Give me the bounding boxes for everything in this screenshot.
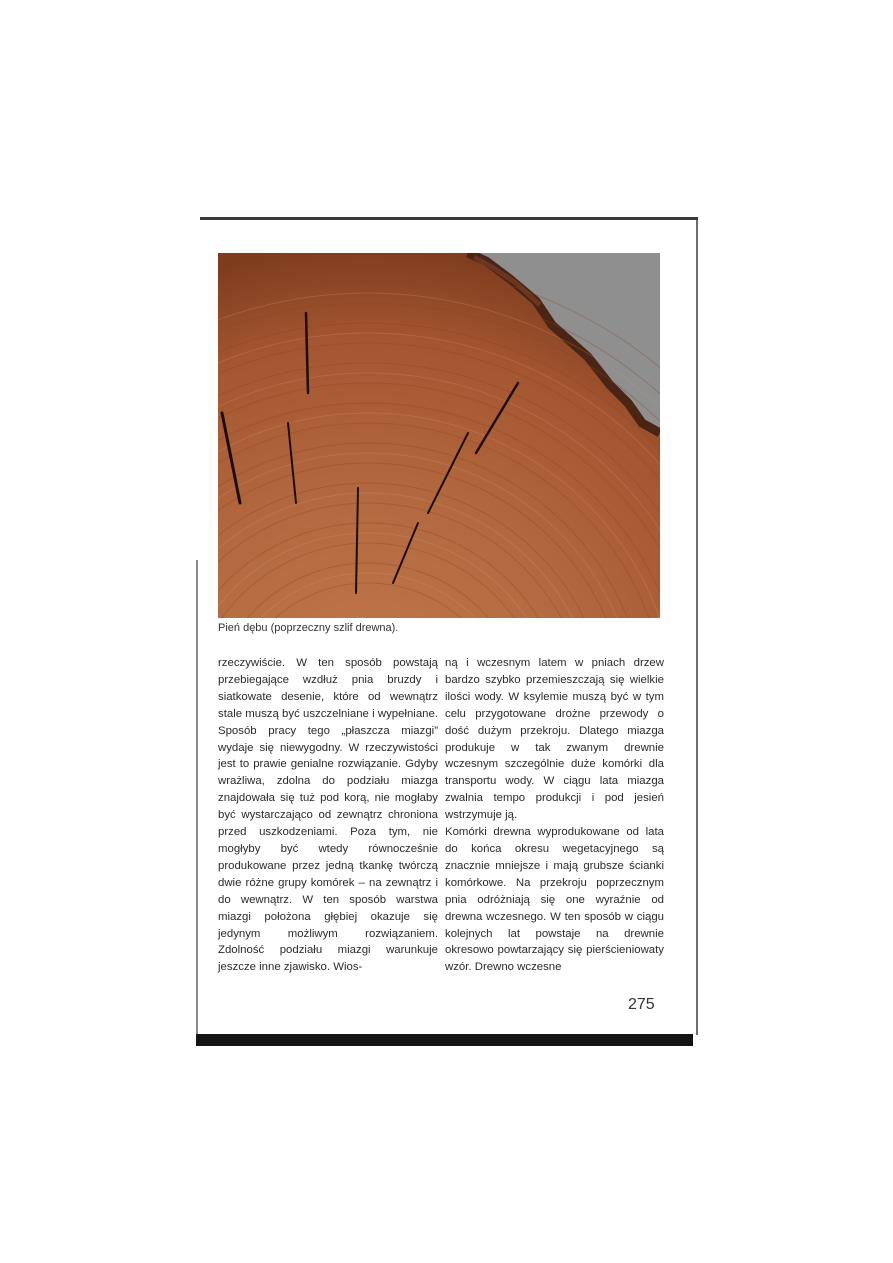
body-left-column — [218, 655, 438, 976]
body-right-column — [445, 655, 664, 976]
figure-caption: Pień dębu (poprzeczny szlif drewna). — [218, 622, 399, 634]
page-top-rule — [200, 217, 698, 220]
oak-trunk-cross-section-image — [218, 253, 660, 618]
page-left-rule — [196, 560, 198, 1035]
oak-trunk-photo — [218, 253, 660, 618]
left-column-text: rzeczywiście. W ten sposób powstają przebiegające wzdłuż pnia bruzdy i siatkowate desenie, które od wewnątrz stale muszą być uszczelniane i wypełniane. Sposób pracy tego „płaszcza miazgi” wydaje się niewygodny. W rzeczywistości jest to prawie genialne rozwiązanie. Gdyby wrażliwa, zdolna do podziału miazga znajdowała się tuż pod korą, nie mogłaby być wystarczająco od zewnątrz chroniona przed uszkodzeniami. Poza tym, nie mogłyby być wtedy równocześnie produkowane przez jedną tkankę twórczą dwie różne grupy komórek – na zewnątrz i do wewnątrz. W ten sposób warstwa miazgi położona głębiej okazuje się jedynym możliwym rozwiązaniem. Zdolność podziału miazgi warunkuje jeszcze inne zjawisko. Wios- — [218, 657, 438, 974]
right-column-paragraph-1: ną i wczesnym latem w pniach drzew bardzo szybko przemieszczają się wielkie ilości wody. W ksylemie muszą być w tym celu przygotowane drożne przewody o dość dużym przekroju. Dlatego miazga produkuje w tak zwanym drewnie wczesnym szczególnie duże komórki dla transportu wody. W ciągu lata miazga zwalnia tempo produkcji i pod jesień wstrzymuje ją. — [445, 657, 664, 822]
page-bottom-rule — [196, 1034, 693, 1046]
page-number: 275 — [628, 996, 655, 1013]
page-right-rule — [696, 220, 698, 1035]
right-column-paragraph-2: Komórki drewna wyprodukowane od lata do końca okresu wegetacyjnego są znacznie mniejsze i mają grubsze ścianki komórkowe. Na przekroju poprzecznym pnia odróżniają się one wyraźnie od drewna wczesnego. W ten sposób w ciągu kolejnych lat powstaje na drewnie okresowo powtarzający się pierścieniowaty wzór. Drewno wczesne — [445, 826, 664, 974]
